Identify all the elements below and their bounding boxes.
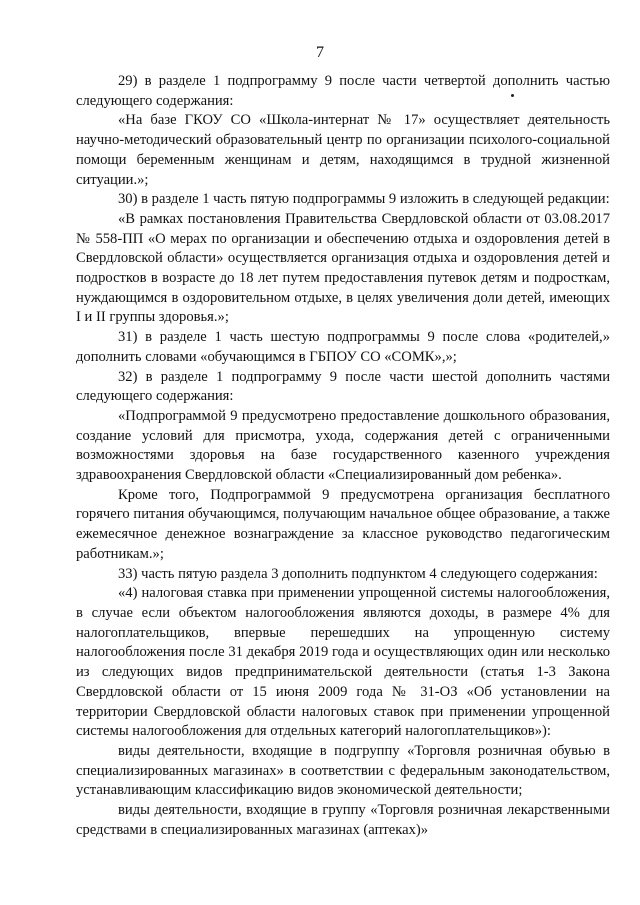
page-number: 7 [316,44,324,61]
paragraph-29: 29) в разделе 1 подпрограмму 9 после части четвертой дополнить частью следующего содержания: [76,73,610,109]
paragraph-32-quote-1: «Подпрограммой 9 предусмотрено предоставление дошкольного образования, создание условий для присмотра, ухода, содержания детей с ограниченными возможностями здоровья на базе государственного казенного учреждения здравоохранения Свердловской области «Специализированный дом ребенка». [76,407,610,484]
paragraph-33: 33) часть пятую раздела 3 дополнить подпунктом 4 следующего содержания: [118,565,598,582]
activity-footwear: виды деятельности, входящие в подгруппу «Торговля розничная обувью в специализированных магазинах» в соответствии с федеральным законодательством, устанавливающим классификацию видов экономической деятельности; [76,742,610,799]
paragraph-31: 31) в разделе 1 часть шестую подпрограммы 9 после слова «родителей,» дополнить словами «обучающимся в ГБПОУ СО «СОМК»,»; [76,329,610,365]
paragraph-29-quote: «На базе ГКОУ СО «Школа-интернат № 17» осуществляет деятельность научно-методический образовательный центр по организации психолого-социальной помощи беременным женщинам и детям, находящимся в трудной жизненной ситуации.»; [76,112,610,188]
paragraph-30-quote: «В рамках постановления Правительства Свердловской области от 03.08.2017 № 558-ПП «О мерах по организации и обеспечению отдыха и оздоровления детей в Свердловской области» осуществляется организация отдыха и оздоровления детей и подростков в возрасте до 18 лет путем предоставления путевок детям и подросткам, нуждающимся в оздоровительном отдыхе, в целях увеличения доли детей, имеющих I и II группы здоровья.»; [76,210,610,326]
activity-pharmacy: виды деятельности, входящие в группу «Торговля розничная лекарственными средствами в специализированных магазинах (аптеках)» [76,802,610,838]
document-body [76,72,610,840]
paragraph-30: 30) в разделе 1 часть пятую подпрограммы 9 изложить в следующей редакции: [118,191,610,208]
paragraph-32-quote-2: Кроме того, Подпрограммой 9 предусмотрена организация бесплатного горячего питания обучающимся, получающим начальное общее образование, а также ежемесячное денежное вознаграждение за классное руководство педагогическим работникам.»; [76,486,610,562]
paragraph-33-subitem-4: «4) налоговая ставка при применении упрощенной системы налогообложения, в случае если объектом налогообложения являются доходы, в размере 4% для налогоплательщиков, впервые перешедших на упрощенную систему налогообложения после 31 декабря 2019 года и осуществляющих один или несколько из следующих видов предпринимательской деятельности (статья 1-3 Закона Свердловской области от 15 июня 2009 года № 31-ОЗ «Об установлении на территории Свердловской области налоговых ставок при применении упрощенной системы налогообложения для отдельных категорий налогоплательщиков»): [76,585,610,740]
paragraph-32: 32) в разделе 1 подпрограмму 9 после части шестой дополнить частями следующего содержания: [76,368,610,405]
